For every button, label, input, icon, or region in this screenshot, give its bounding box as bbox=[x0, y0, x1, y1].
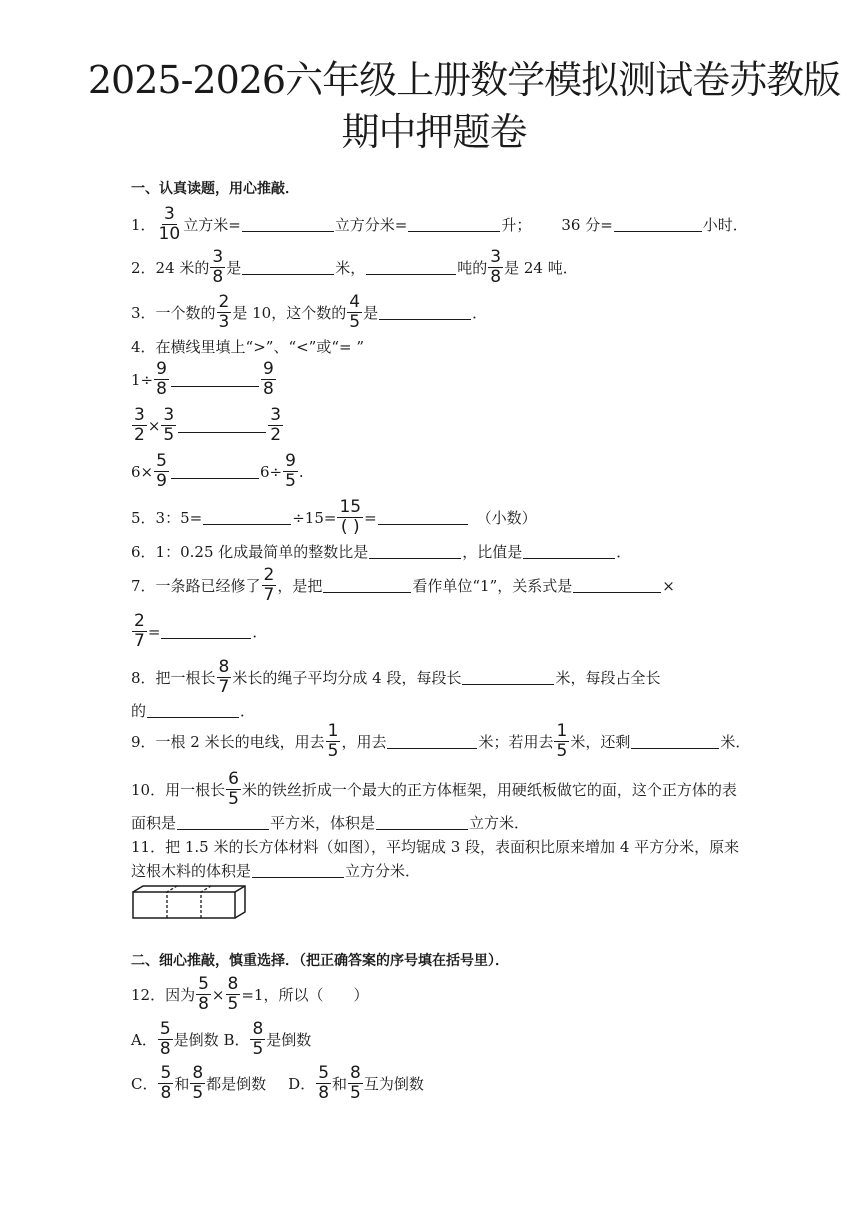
answer-blank[interactable] bbox=[631, 734, 719, 749]
question-10-continued: 面积是 平方米，体积是 立方米． bbox=[131, 814, 530, 832]
fraction: $\frac{4}{5}$ bbox=[349, 292, 361, 332]
answer-blank[interactable] bbox=[323, 578, 411, 593]
answer-blank[interactable] bbox=[376, 815, 468, 830]
answer-blank[interactable] bbox=[242, 217, 334, 232]
option-a-b[interactable]: A． $\frac{5}{8}$ 是倒数 B． $\frac{8}{5}$ 是倒数 bbox=[131, 1019, 312, 1059]
fraction: $\frac{3}{5}$ bbox=[163, 405, 175, 445]
fraction: $\frac{15}{( )}$ bbox=[339, 497, 362, 537]
answer-blank[interactable] bbox=[203, 510, 291, 525]
fraction: $\frac{8}{7}$ bbox=[218, 657, 230, 697]
fraction: $\frac{8}{5}$ bbox=[350, 1063, 361, 1103]
fraction: $\frac{2}{3}$ bbox=[218, 292, 230, 332]
question-8-continued: 的 ． bbox=[131, 702, 256, 720]
question-4: 4．在横线里填上“>”、“<”或“= ” bbox=[131, 338, 365, 356]
question-1: 1． $\frac{3}{10}$ 立方米= 立方分米= 升； 36 分= 小时． bbox=[131, 204, 748, 244]
answer-blank[interactable] bbox=[161, 624, 251, 639]
section-1-heading: 一、认真读题，用心推敲． bbox=[131, 181, 299, 197]
question-9: 9．一根 2 米长的电线，用去 $\frac{1}{5}$ ，用去 米；若用去 $\frac{1}{5}$ 米，还剩 米． bbox=[131, 721, 751, 761]
fraction: $\frac{9}{5}$ bbox=[285, 451, 296, 491]
answer-blank[interactable] bbox=[366, 260, 456, 275]
fraction: $\frac{3}{8}$ bbox=[490, 247, 502, 287]
cuboid-figure bbox=[131, 884, 247, 924]
answer-blank[interactable] bbox=[242, 260, 334, 275]
answer-blank[interactable] bbox=[462, 670, 554, 685]
fraction: $\frac{5}{8}$ bbox=[159, 1019, 171, 1059]
answer-blank[interactable] bbox=[171, 464, 259, 479]
question-7-continued: $\frac{2}{7}$ = ． bbox=[134, 611, 268, 651]
answer-blank[interactable] bbox=[379, 305, 471, 320]
fraction: $\frac{3}{8}$ bbox=[212, 247, 224, 287]
answer-blank[interactable] bbox=[178, 418, 266, 433]
fraction: $\frac{1}{5}$ bbox=[556, 721, 568, 761]
fraction: $\frac{5}{8}$ bbox=[318, 1063, 330, 1103]
fraction: $\frac{3}{2}$ bbox=[270, 405, 282, 445]
question-10: 10．用一根长 $\frac{6}{5}$ 米的铁丝折成一个最大的正方体框架，用硬纸板做它的面，这个正方体的表 bbox=[131, 769, 737, 809]
fraction: $\frac{8}{5}$ bbox=[192, 1063, 204, 1103]
question-4-row-1: 1÷ $\frac{9}{8}$ $\frac{9}{8}$ bbox=[131, 359, 274, 399]
question-11-continued: 这根木料的体积是 立方分米． bbox=[131, 862, 421, 880]
section-2-heading: 二、细心推敲，慎重选择．（把正确答案的序号填在括号里）． bbox=[131, 953, 509, 969]
fraction: $\frac{9}{8}$ bbox=[262, 359, 274, 399]
question-4-row-3: 6× $\frac{5}{9}$ 6÷ $\frac{9}{5}$ . bbox=[131, 451, 304, 491]
fraction: $\frac{2}{7}$ bbox=[263, 565, 275, 605]
answer-blank[interactable] bbox=[369, 544, 461, 559]
fraction: $\frac{8}{5}$ bbox=[252, 1019, 264, 1059]
question-8: 8．把一根长 $\frac{8}{7}$ 米长的绳子平均分成 4 段，每段长 米，每段占全长 bbox=[131, 657, 661, 697]
title-line-2: 期中押题卷 bbox=[341, 110, 527, 154]
fraction: $\frac{5}{8}$ bbox=[160, 1063, 172, 1103]
answer-blank[interactable] bbox=[252, 863, 344, 878]
answer-blank[interactable] bbox=[387, 734, 477, 749]
fraction: $\frac{5}{8}$ bbox=[198, 974, 209, 1014]
title-line-1: 2025-2026六年级上册数学模拟测试卷苏教版 bbox=[87, 58, 841, 102]
answer-blank[interactable] bbox=[147, 703, 239, 718]
question-4-row-2: $\frac{3}{2}$ × $\frac{3}{5}$ $\frac{3}{2}$ bbox=[134, 405, 282, 445]
fraction: $\frac{3}{10}$ bbox=[158, 204, 181, 244]
answer-blank[interactable] bbox=[177, 815, 269, 830]
question-11: 11．把 1.5 米的长方体材料（如图），平均锯成 3 段，表面积比原来增加 4 平方分米，原来 bbox=[131, 838, 740, 856]
answer-blank[interactable] bbox=[408, 217, 500, 232]
question-6: 6．1：0.25 化成最简单的整数比是 ，比值是 ． bbox=[131, 543, 632, 561]
question-5: 5．3：5= ÷15= $\frac{15}{( )}$ = （小数） bbox=[131, 497, 537, 537]
answer-blank[interactable] bbox=[171, 372, 259, 387]
question-3: 3．一个数的 $\frac{2}{3}$ 是 10，这个数的 $\frac{4}{5}$ 是 ． bbox=[131, 292, 488, 332]
fraction: $\frac{1}{5}$ bbox=[327, 721, 339, 761]
answer-blank[interactable] bbox=[614, 217, 702, 232]
answer-blank[interactable] bbox=[573, 578, 661, 593]
question-7: 7．一条路已经修了 $\frac{2}{7}$ ，是把 看作单位“1”，关系式是 × bbox=[131, 565, 675, 605]
fraction: $\frac{3}{2}$ bbox=[134, 405, 145, 445]
option-c-d[interactable]: C． $\frac{5}{8}$ 和 $\frac{8}{5}$ 都是倒数 D． $\frac{5}{8}$ 和 $\frac{8}{5}$ 互为倒数 bbox=[131, 1063, 424, 1103]
question-2: 2．24 米的 $\frac{3}{8}$ 是 米， 吨的 $\frac{3}{8}$ 是 24 吨． bbox=[131, 247, 578, 287]
fraction: $\frac{5}{9}$ bbox=[156, 451, 167, 491]
fraction: $\frac{8}{5}$ bbox=[227, 974, 239, 1014]
answer-blank[interactable] bbox=[378, 510, 468, 525]
fraction: $\frac{9}{8}$ bbox=[156, 359, 167, 399]
fraction: $\frac{2}{7}$ bbox=[134, 611, 145, 651]
answer-blank[interactable] bbox=[523, 544, 615, 559]
question-12: 12．因为 $\frac{5}{8}$ × $\frac{8}{5}$ =1，所以（ ） bbox=[131, 974, 369, 1014]
fraction: $\frac{6}{5}$ bbox=[228, 769, 239, 809]
